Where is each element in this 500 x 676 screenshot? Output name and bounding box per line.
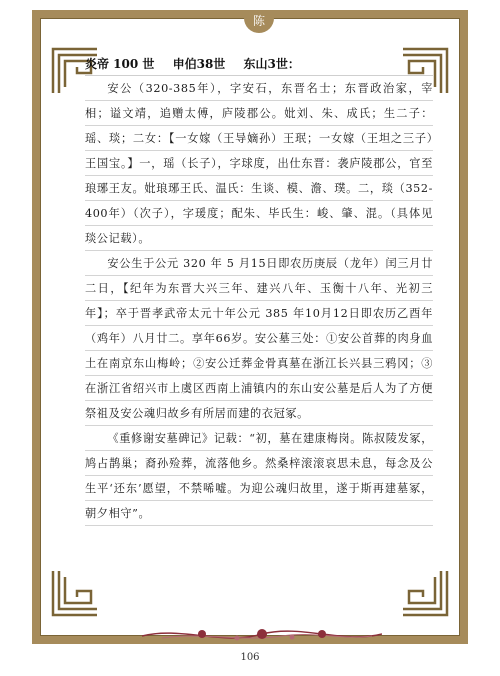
generation-header [85, 53, 433, 76]
paragraph-stele-record: 《重修谢安墓碑记》记载：“初，墓在建康梅岗。陈叔陵发冢，鸠占鹊巢；裔孙殓葬，流落他乡。然桑梓滚滚哀思未息，每念及公生平‘还东’愿望，不禁唏嘘。为迎公魂归故里，遂于斯再建墓冢，朝夕相守”。 [85, 426, 433, 526]
header-shenbo-generation: 申伯38世 [172, 57, 226, 71]
page-inner-area [40, 14, 460, 636]
paragraph-birth-death: 安公生于公元 320 年 5 月15日即农历庚辰（龙年）闰三月廿二日，【纪年为东晋大兴三年、建兴八年、玉衡十八年、光初三年】；卒于晋孝武帝太元十年公元 385 年10月12日即农历乙酉年（鸡年）八月廿二。享年66岁。安公墓三处：①安公首葬的肉身血土在南京东山梅岭；②安公迁葬金骨真墓在浙江长兴县三鸦冈；③在浙江省绍兴市上虞区西南上浦镇内的东山安公墓是后人为了方便祭祖及安公魂归故乡有所居而建的衣冠冢。 [85, 251, 433, 426]
page-number: 106 [240, 652, 260, 663]
main-text-area [85, 47, 433, 627]
header-emperor-generation: 炎帝 100 世 [85, 57, 155, 71]
seal-glyph: 陈 [252, 14, 265, 28]
seal-emblem [244, 11, 274, 33]
paragraph-biography: 安公（320-385年），字安石，东晋名士；东晋政治家，宰相；谥文靖，追赠太傅，庐陵郡公。妣刘、朱、成氏；生二子：瑶、琰；二女：【一女嫁（王导嫡孙）王珉；一女嫁（王坦之三子）王国宝。】一，瑶（长子），字球度，出仕东晋：袭庐陵郡公，官至琅琊王友。妣琅琊王氏、温氏：生谈、模、澹、璞。二，琰（352-400年）（次子），字瑗度；配朱、毕氏生：峻、肇、混。（具体见琰公记载）。 [85, 76, 433, 251]
page-border-frame [32, 10, 468, 644]
header-dongshan-generation: 东山3世： [243, 57, 300, 71]
bottom-floral-decoration [142, 622, 382, 648]
